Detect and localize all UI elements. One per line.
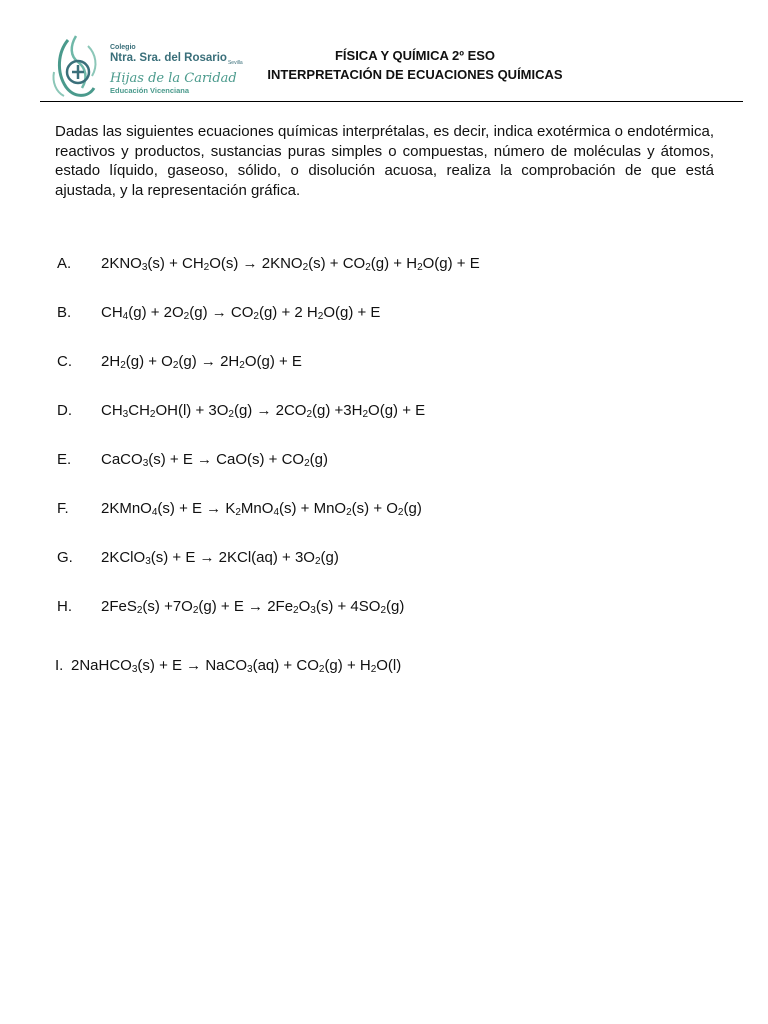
logo-hijas-text: Hijas de la Caridad [110, 71, 237, 86]
subscript: 4 [273, 507, 279, 518]
equation-letter: E. [57, 451, 72, 468]
formula-text: CH [101, 304, 123, 321]
formula-text: MnO [240, 500, 274, 517]
subscript: 2 [370, 664, 377, 675]
subscript: 2 [306, 409, 313, 420]
formula-text: (s) + MnO [279, 500, 347, 517]
formula-text: (g) + H [324, 657, 371, 674]
title-line-2: INTERPRETACIÓN DE ECUACIONES QUÍMICAS [267, 67, 563, 82]
logo-city-text: Sevilla [227, 60, 243, 66]
formula-text: OH(l) + 3O [155, 402, 229, 419]
formula-text: O(g) + E [422, 255, 480, 272]
header-divider [40, 101, 743, 102]
formula-text: (g) + O [125, 353, 173, 370]
formula-text: (g) [320, 549, 339, 566]
subscript: 2 [235, 507, 241, 518]
formula-text: 2KMnO [101, 500, 152, 517]
logo-colegio-text: Colegio [110, 44, 136, 51]
formula-text: O(s) → 2KNO [209, 255, 303, 272]
subscript: 2 [417, 262, 423, 273]
subscript: 2 [314, 556, 321, 567]
formula-text: O(g) + E [368, 402, 426, 419]
subscript: 3 [247, 664, 253, 675]
formula-text: (g) [403, 500, 422, 517]
subscript: 3 [141, 262, 148, 273]
equation-formula [101, 549, 339, 566]
subscript: 2 [192, 605, 199, 616]
formula-text: (g) + 2 H [258, 304, 318, 321]
equation-item [57, 548, 339, 568]
equation-item [57, 352, 302, 372]
formula-text: (s) + E → NaCO [137, 657, 248, 674]
formula-text: CH [101, 402, 123, 419]
equation-formula [101, 402, 425, 419]
formula-text: (s) + E → CaO(s) + CO [148, 451, 305, 468]
equation-formula [101, 598, 404, 615]
equation-letter: F. [57, 500, 69, 517]
subscript: 2 [183, 311, 190, 322]
subscript: 2 [318, 664, 325, 675]
equation-letter: A. [57, 255, 72, 272]
equation-formula [101, 353, 302, 370]
page-title [240, 46, 590, 84]
subscript: 3 [131, 664, 138, 675]
equation-formula [101, 500, 422, 517]
subscript: 2 [380, 605, 387, 616]
subscript: 3 [122, 409, 129, 420]
formula-text: O(g) + E [323, 304, 381, 321]
subscript: 2 [228, 409, 234, 420]
formula-text: (s) + CH [147, 255, 204, 272]
formula-text: CaCO [101, 451, 143, 468]
equation-item [57, 303, 380, 323]
formula-text: 2H [101, 353, 121, 370]
subscript: 2 [365, 262, 371, 273]
equation-item [57, 597, 404, 617]
formula-text: (g) + H [370, 255, 418, 272]
subscript: 2 [149, 409, 156, 420]
formula-text: O(l) [376, 657, 402, 674]
subscript: 2 [362, 409, 369, 420]
equation-letter: G. [57, 549, 73, 566]
equation-item [57, 401, 425, 421]
formula-text: (s) + E → K [157, 500, 236, 517]
formula-text: 2KNO [101, 255, 142, 272]
formula-text: (s) + CO [308, 255, 366, 272]
subscript: 2 [317, 311, 324, 322]
formula-text: 2KClO [101, 549, 146, 566]
subscript: 4 [151, 507, 158, 518]
subscript: 2 [253, 311, 259, 322]
subscript: 2 [239, 360, 245, 371]
equation-item [57, 450, 328, 470]
equation-formula [101, 304, 380, 321]
document-header [40, 28, 744, 102]
subscript: 3 [310, 605, 316, 616]
subscript: 4 [122, 311, 129, 322]
equation-letter: D. [57, 402, 72, 419]
formula-text: (s) + O [351, 500, 398, 517]
formula-text: (g) +3H [312, 402, 363, 419]
subscript: 2 [302, 262, 309, 273]
formula-text: 2NaHCO [71, 657, 132, 674]
formula-text: O(g) + E [244, 353, 302, 370]
subscript: 2 [293, 605, 299, 616]
subscript: 2 [346, 507, 352, 518]
formula-text: (s) + 4SO [315, 598, 381, 615]
subscript: 2 [304, 458, 310, 469]
formula-text: (s) +7O [142, 598, 193, 615]
equation-letter: B. [57, 304, 72, 321]
formula-text: (g) [309, 451, 329, 468]
school-logo [48, 32, 248, 102]
formula-text: (g) → CO [189, 304, 254, 321]
subscript: 3 [145, 556, 151, 567]
formula-text: O [298, 598, 311, 615]
formula-text: (g) [386, 598, 405, 615]
logo-school-name: Ntra. Sra. del Rosario$_{Sevilla}$ [110, 52, 243, 66]
equation-item [57, 254, 480, 274]
equation-letter: C. [57, 353, 72, 370]
formula-text: (g) → 2H [178, 353, 240, 370]
formula-text: (aq) + CO [252, 657, 319, 674]
equation-item [55, 656, 401, 676]
equation-item [57, 499, 422, 519]
formula-text: CH [128, 402, 150, 419]
logo-education-text: Educación Vicenciana [110, 86, 190, 95]
equation-letter: I. [55, 657, 64, 674]
equation-formula [71, 657, 401, 674]
formula-text: (g) + 2O [128, 304, 184, 321]
school-emblem-icon [48, 32, 108, 102]
instructions-paragraph: Dadas las siguientes ecuaciones químicas interprétalas, es decir, indica exotérmica o endotérmica, reactivos y productos, sustancias puras simples o compuestas, número de moléculas y átomos, estado líquido, gaseoso, sólido, o disolución acuosa, realiza la comprobación de que está ajustada, y la representación gráfica. [55, 123, 714, 199]
subscript: 2 [203, 262, 210, 273]
subscript: 2 [120, 360, 126, 371]
equation-letter: H. [57, 598, 72, 615]
subscript: 2 [397, 507, 404, 518]
formula-text: (g) → 2CO [233, 402, 307, 419]
formula-text: 2FeS [101, 598, 137, 615]
subscript: 2 [136, 605, 143, 616]
title-line-1: FÍSICA Y QUÍMICA 2º ESO [334, 48, 496, 63]
formula-text: (g) + E → 2Fe [198, 598, 294, 615]
equation-formula [101, 451, 328, 468]
subscript: 2 [172, 360, 179, 371]
equation-formula [101, 255, 480, 272]
subscript: 3 [142, 458, 149, 469]
formula-text: (s) + E → 2KCl(aq) + 3O [150, 549, 315, 566]
